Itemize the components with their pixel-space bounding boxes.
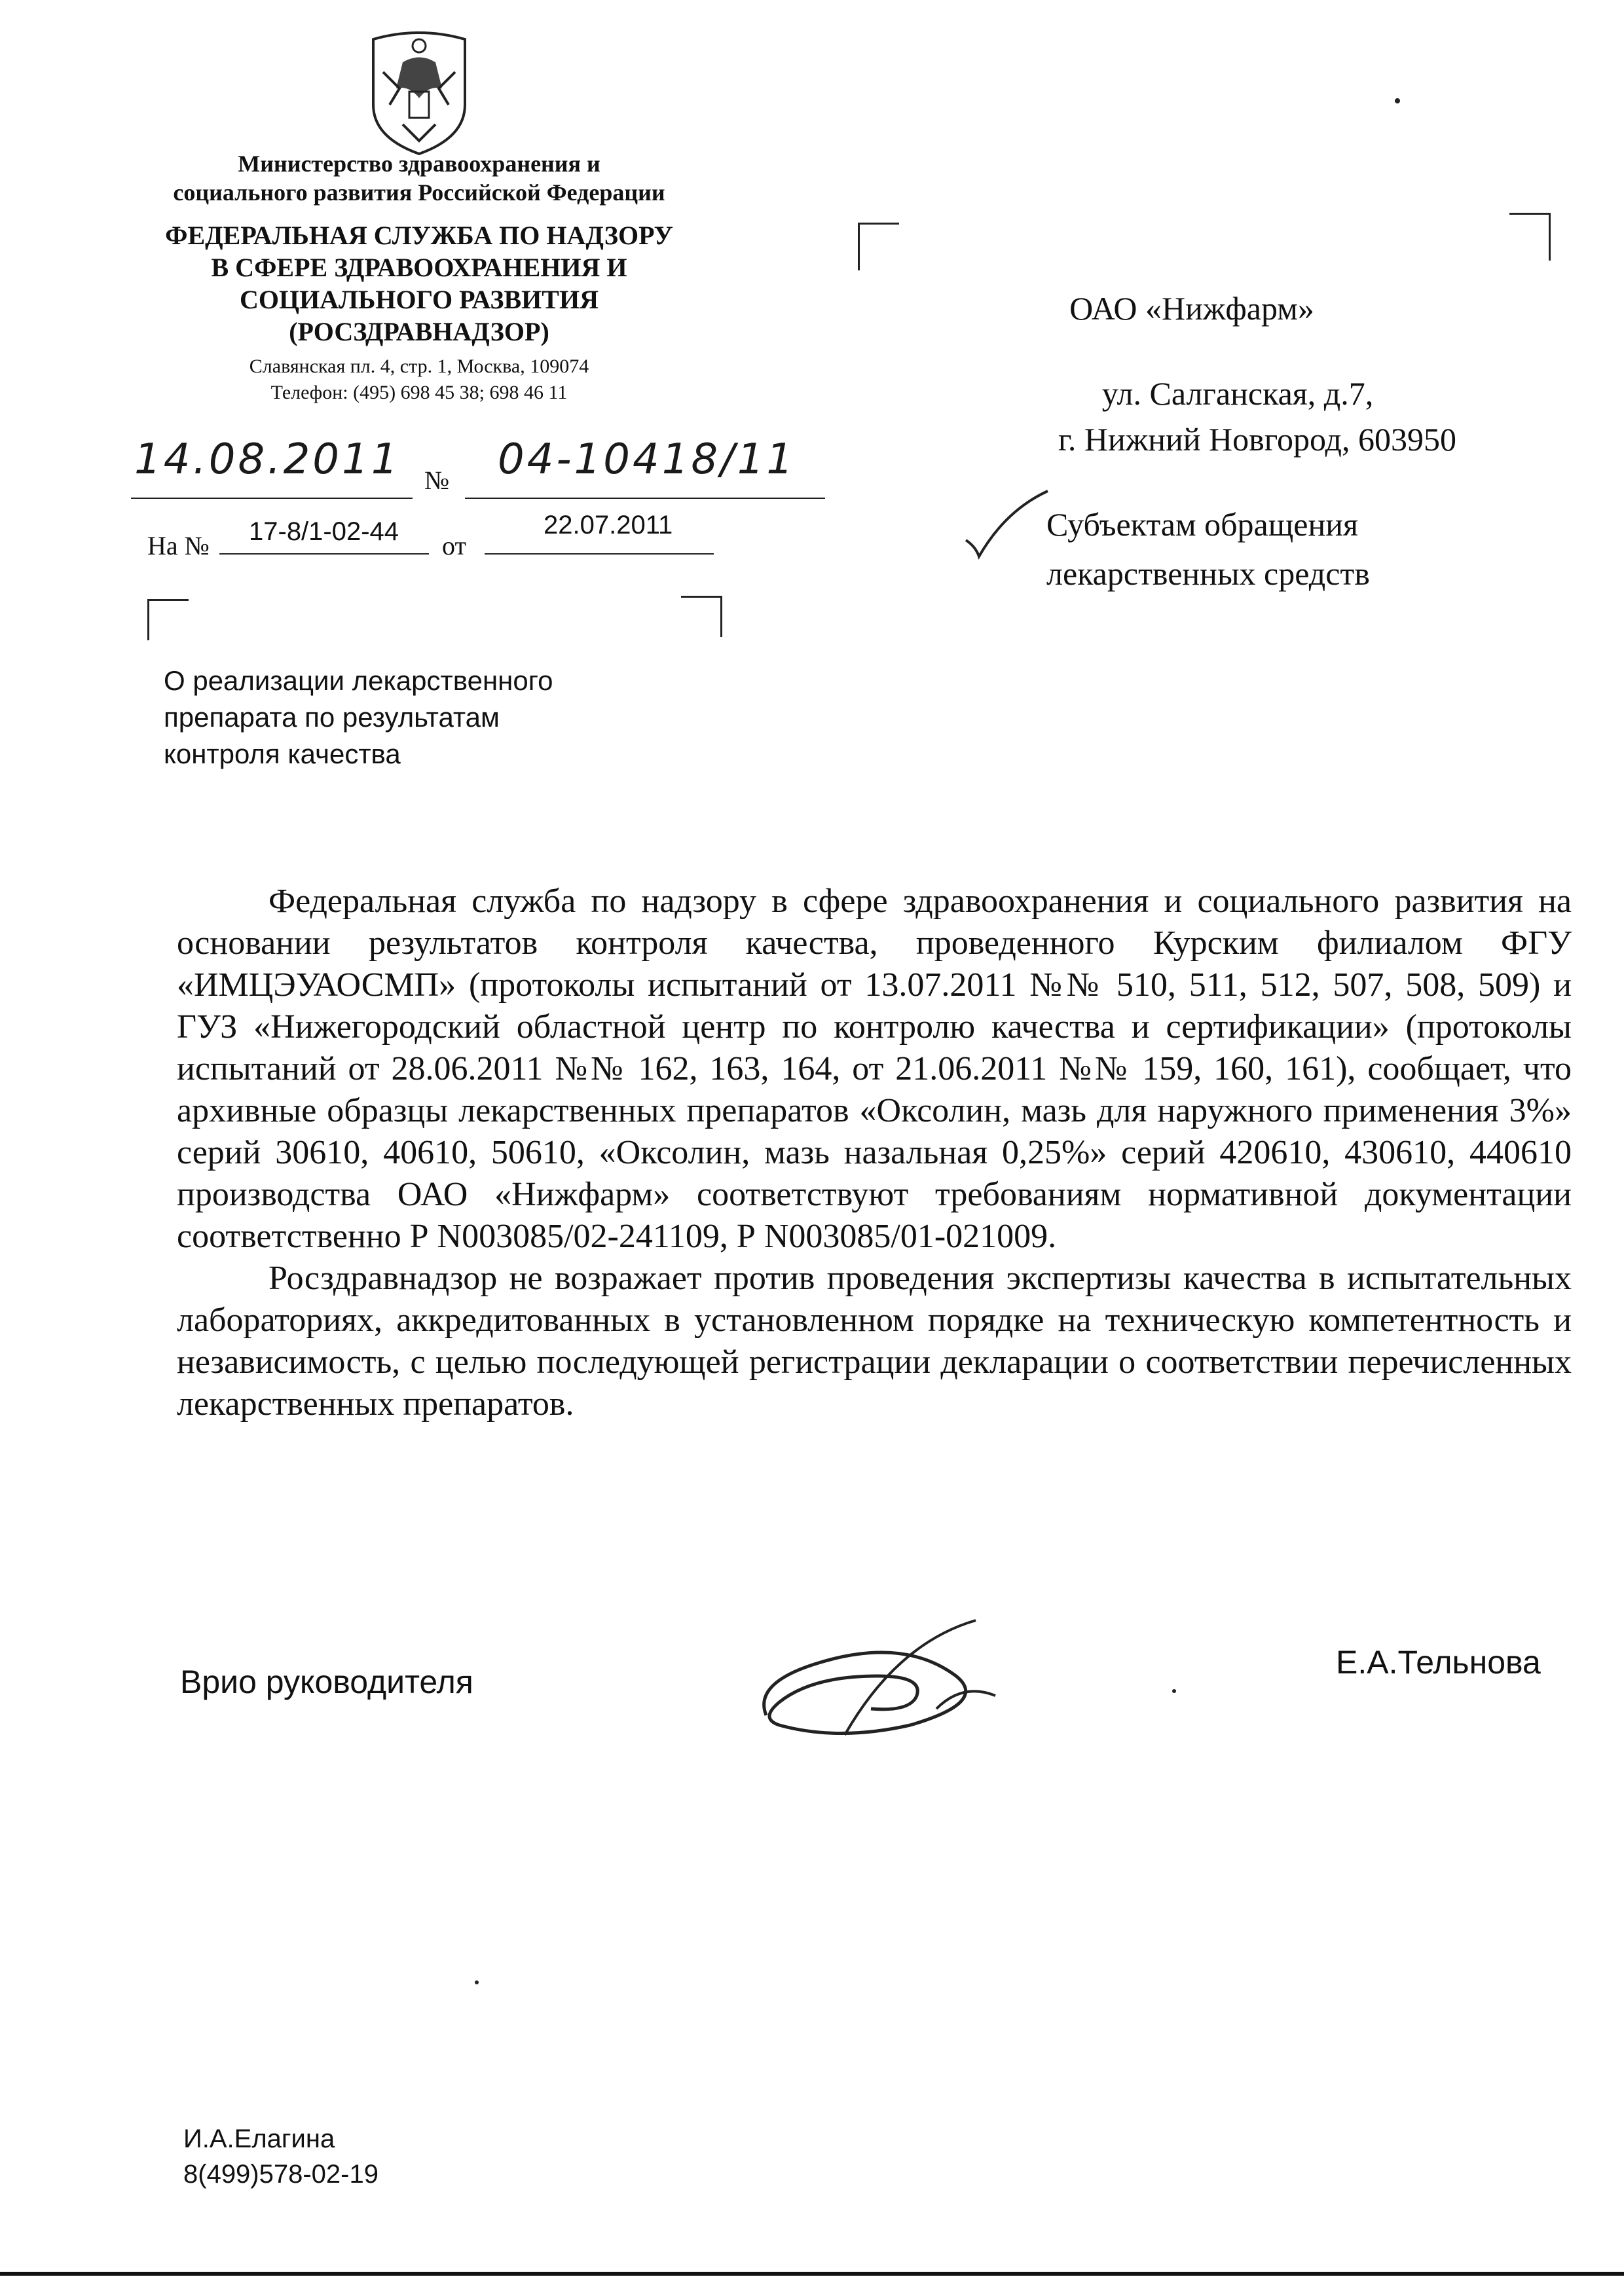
service-line: В СФЕРЕ ЗДРАВООХРАНЕНИЯ И xyxy=(211,253,627,282)
service-line: СОЦИАЛЬНОГО РАЗВИТИЯ xyxy=(240,285,599,314)
sender-address xyxy=(124,354,714,406)
service-line: (РОСЗДРАВНАДЗОР) xyxy=(289,317,549,346)
address-corner-top-right xyxy=(681,596,722,637)
recipient-corner-top-left xyxy=(858,223,899,270)
number-underline xyxy=(465,498,825,499)
ministry-line: социального развития Российской Федерации xyxy=(173,179,665,206)
recipient-corner-top-right xyxy=(1509,213,1551,261)
checkmark-icon xyxy=(959,484,1051,563)
cc-line-2: лекарственных средств xyxy=(1046,555,1370,592)
signatory-position: Врио руководителя xyxy=(180,1664,473,1700)
letter-subject xyxy=(164,663,622,773)
number-label: № xyxy=(424,465,450,495)
letter-body xyxy=(177,881,1572,1425)
executor-phone: 8(499)578-02-19 xyxy=(183,2160,378,2189)
body-paragraph: Росздравнадзор не возражает против проведения экспертизы качества в испытательных лабораториях, аккредитованных в установленном порядке на техническую компетентность и независимость, с целью последующей регистрации декларации о соответствии перечисленных лекарственных препаратов. xyxy=(177,1260,1572,1423)
executor-name: И.А.Елагина xyxy=(183,2124,335,2153)
reference-date-underline xyxy=(485,553,714,555)
scan-speck xyxy=(1172,1689,1176,1693)
recipient-city: г. Нижний Новгород, 603950 xyxy=(1058,421,1457,458)
reference-from-label: от xyxy=(442,531,466,560)
service-name xyxy=(124,219,714,348)
ministry-line: Министерство здравоохранения и xyxy=(238,151,600,177)
reference-number: 17-8/1-02-44 xyxy=(249,517,399,546)
ministry-name xyxy=(124,149,714,207)
cc-line-1: Субъектам обращения xyxy=(1046,506,1358,543)
reference-prefix: На № xyxy=(147,531,210,560)
outgoing-date: 14.08.2011 xyxy=(134,435,401,484)
reference-date: 22.07.2011 xyxy=(544,511,673,539)
date-underline xyxy=(131,498,413,499)
address-corner-top-left xyxy=(147,599,189,640)
executor-contact xyxy=(183,2121,378,2192)
subject-line: О реализации лекарственного xyxy=(164,665,553,696)
subject-line: препарата по результатам xyxy=(164,702,500,733)
subject-line: контроля качества xyxy=(164,738,401,769)
recipient-company: ОАО «Нижфарм» xyxy=(1069,290,1314,327)
outgoing-number: 04-10418/11 xyxy=(498,435,796,484)
scan-bottom-edge xyxy=(0,2272,1624,2276)
address-line: Славянская пл. 4, стр. 1, Москва, 109074 xyxy=(249,355,589,377)
scan-speck xyxy=(1395,98,1400,103)
service-line: ФЕДЕРАЛЬНАЯ СЛУЖБА ПО НАДЗОРУ xyxy=(165,221,673,250)
reference-number-underline xyxy=(219,553,429,555)
signatory-name: Е.А.Тельнова xyxy=(1336,1644,1541,1681)
recipient-street: ул. Салганская, д.7, xyxy=(1101,375,1374,412)
body-paragraph: Федеральная служба по надзору в сфере здравоохранения и социального развития на основании результатов контроля качества, проведенного Курским филиалом ФГУ «ИМЦЭУАОСМП» (протоколы испытаний от 13.07.2011 №№ 510, 511, 512, 507, 508, 509) и ГУЗ «Нижегородский областной центр по контролю качества и сертификации» (протоколы испытаний от 28.06.2011 №№ 162, 163, 164, от 21.06.2011 №№ 159, 160, 161), сообщает, что архивные образцы лекарственных препаратов «Оксолин, мазь для наружного применения 3%» серий 30610, 40610, 50610, «Оксолин, мазь назальная 0,25%» серий 420610, 430610, 440610 производства ОАО «Нижфарм» соответствуют требованиям нормативной документации соответственно Р N003085/02-241109, Р N003085/01-021009. xyxy=(177,883,1572,1255)
address-line: Телефон: (495) 698 45 38; 698 46 11 xyxy=(270,382,568,403)
coat-of-arms-emblem xyxy=(363,26,475,157)
eagle-emblem-icon xyxy=(363,26,475,157)
scan-speck xyxy=(475,1980,479,1984)
handwritten-signature xyxy=(740,1604,1015,1755)
